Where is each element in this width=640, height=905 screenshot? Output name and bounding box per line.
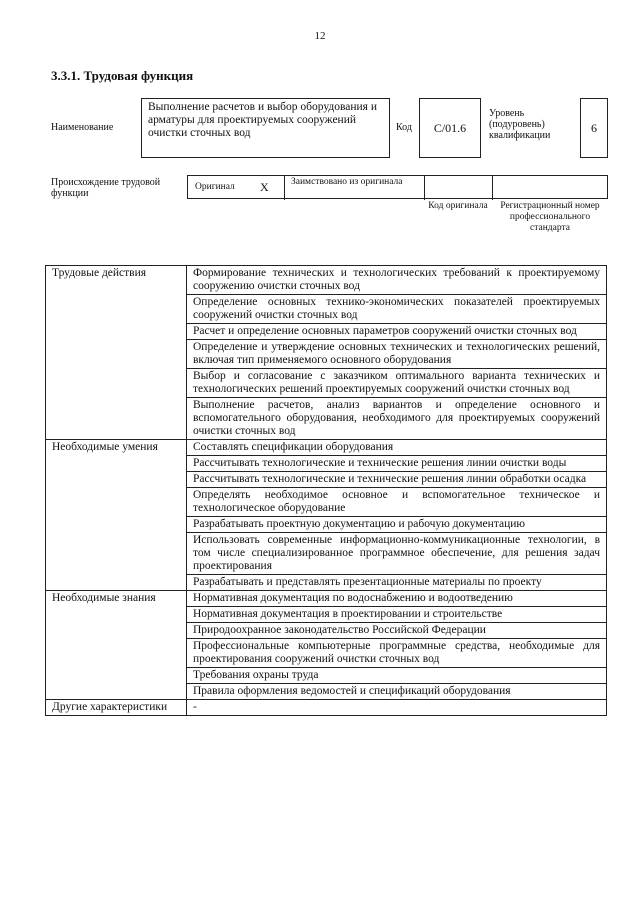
origin-reg-cell [493,176,609,200]
item-cell: Использовать современные информационно-коммуникационные технологии, в том числе специализированное программное обеспечение, для решения задач проектирования [187,533,607,575]
item-cell: Выполнение расчетов, анализ вариантов и определение основного и вспомогательного оборудования, необходимого для проектируемых сооружений очистки сточных вод [187,398,607,440]
origin-original-cell [188,176,285,200]
item-cell: Определение основных технико-экономических показателей проектируемых сооружений очистки сточных вод [187,295,607,324]
function-name-box: Выполнение расчетов и выбор оборудования и арматуры для проектируемых сооружений очистки сточных вод [141,98,390,158]
original-mark: X [260,180,269,194]
table-row [46,440,607,456]
item-cell: Определение и утверждение основных технических и технологических решений, включая тип применяемого основного оборудования [187,340,607,369]
item-cell: Формирование технических и технологических требований к проектируемому сооружению очистки сточных вод [187,266,607,295]
item-cell: Природоохранное законодательство Российской Федерации [187,623,607,639]
item-cell: Расчет и определение основных параметров сооружений очистки сточных вод [187,324,607,340]
item-cell: Рассчитывать технологические и технические решения линии очистки воды [187,456,607,472]
origin-label: Происхождение трудовой функции [51,177,161,199]
table-row [46,700,607,716]
origin-code-cell [425,176,493,200]
level-label: Уровень (подуровень) квалификации [489,108,551,141]
origin-borrowed-cell [285,176,425,200]
item-cell: Профессиональные компьютерные программные средства, необходимые для проектирования сооружений очистки сточных вод [187,639,607,668]
category-cell: Необходимые знания [46,591,187,700]
item-cell: Составлять спецификации оборудования [187,440,607,456]
category-cell: Трудовые действия [46,266,187,440]
code-caption: Код оригинала [428,201,488,211]
item-cell: Правила оформления ведомостей и спецификаций оборудования [187,684,607,700]
borrowed-label: Заимствовано из оригинала [291,177,403,187]
category-cell: Другие характеристики [46,700,187,716]
origin-table [187,175,608,199]
section-title: 3.3.1. Трудовая функция [51,68,194,83]
item-cell: Рассчитывать технологические и технические решения линии обработки осадка [187,472,607,488]
item-cell: Разрабатывать проектную документацию и рабочую документацию [187,517,607,533]
category-cell: Необходимые умения [46,440,187,591]
name-label: Наименование [51,122,114,133]
code-box: C/01.6 [419,98,481,158]
item-cell: Нормативная документация по водоснабжению и водоотведению [187,591,607,607]
item-cell: Определять необходимое основное и вспомогательное техническое и технологическое оборудование [187,488,607,517]
page-number: 12 [314,30,326,42]
item-cell: Выбор и согласование с заказчиком оптимального варианта технических и технологических решений проектируемых сооружений очистки сточных вод [187,369,607,398]
item-cell: Нормативная документация в проектировании и строительстве [187,607,607,623]
table-row [46,591,607,607]
item-cell: - [187,700,607,716]
function-table [45,265,607,716]
level-box: 6 [580,98,608,158]
item-cell: Разрабатывать и представлять презентационные материалы по проекту [187,575,607,591]
reg-caption: Регистрационный номер профессионального стандарта [500,201,600,233]
table-row [46,266,607,295]
code-label: Код [396,122,412,133]
item-cell: Требования охраны труда [187,668,607,684]
original-label: Оригинал [195,182,235,192]
